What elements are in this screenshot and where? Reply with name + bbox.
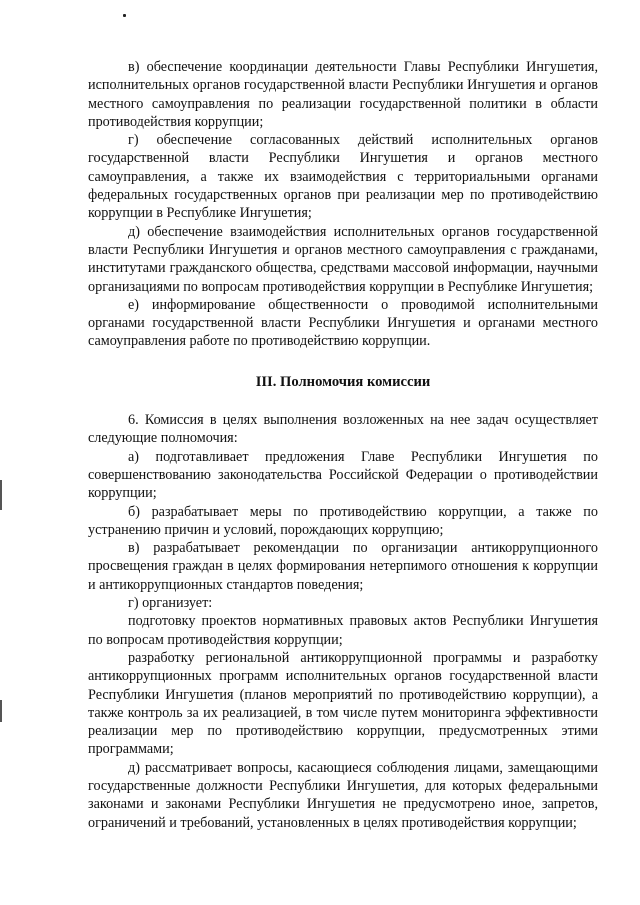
scan-edge-mark <box>0 480 2 510</box>
paragraph-g2: г) организует: <box>128 595 213 612</box>
paragraph-projects: подготовку проектов нормативных правовых актов Республики Ингушетия по вопросам противодействия коррупции; <box>88 613 598 648</box>
section-heading: III. Полномочия комиссии <box>255 373 431 390</box>
paragraph-g: г) обеспечение согласованных действий исполнительных органов государственной власти Республики Ингушетия и органов местного самоуправления, а также их взаимодействия с территориальными органами федеральных государственных органов при реализации мер по противодействию коррупции в Республике Ингушетия; <box>88 132 598 222</box>
paragraph-v2: в) разрабатывает рекомендации по организации антикоррупционного просвещения граждан в целях формирования нетерпимого отношения к коррупции и антикоррупционных стандартов поведения; <box>88 540 598 593</box>
paragraph-b: б) разрабатывает меры по противодействию коррупции, а также по устранению причин и условий, порождающих коррупцию; <box>88 503 598 538</box>
paragraph-programs: разработку региональной антикоррупционной программы и разработку антикоррупционных программ исполнительных органов государственной власти Республики Ингушетия (планов мероприятий по противодействию коррупции), а также контроль за их реализацией, в том числе путем мониторинга эффективности реализации мер по противодействию коррупции, предусмотренных этими программами; <box>88 649 598 758</box>
paragraph-d2: д) рассматривает вопросы, касающиеся соблюдения лицами, замещающими государственные должности Республики Ингушетия, для которых федеральными законами и законами Республики Ингушетия не предусмотрено иное, запретов, ограничений и требований, установленных в целях противодействия коррупции; <box>88 759 598 831</box>
scan-edge-mark <box>0 700 2 722</box>
document-body <box>88 58 598 832</box>
paragraph-a: а) подготавливает предложения Главе Республики Ингушетия по совершенствованию законодательства Российской Федерации о противодействии коррупции; <box>88 448 598 502</box>
paragraph-6: 6. Комиссия в целях выполнения возложенных на нее задач осуществляет следующие полномочия: <box>88 412 598 447</box>
scan-dot <box>123 14 126 17</box>
paragraph-e: е) информирование общественности о проводимой исполнительными органами государственной власти Республики Ингушетия и органами местного самоуправления работе по противодействию коррупции. <box>88 296 598 350</box>
paragraph-v: в) обеспечение координации деятельности Главы Республики Ингушетия, исполнительных органов государственной власти Республики Ингушетия и органов местного самоуправления по реализации государственной политики в области противодействия коррупции; <box>88 59 598 130</box>
paragraph-d: д) обеспечение взаимодействия исполнительных органов государственной власти Республики Ингушетия и органов местного самоуправления с гражданами, институтами гражданского общества, средствами массовой информации, научными организациями по вопросам противодействия коррупции в Республике Ингушетия; <box>88 223 598 295</box>
